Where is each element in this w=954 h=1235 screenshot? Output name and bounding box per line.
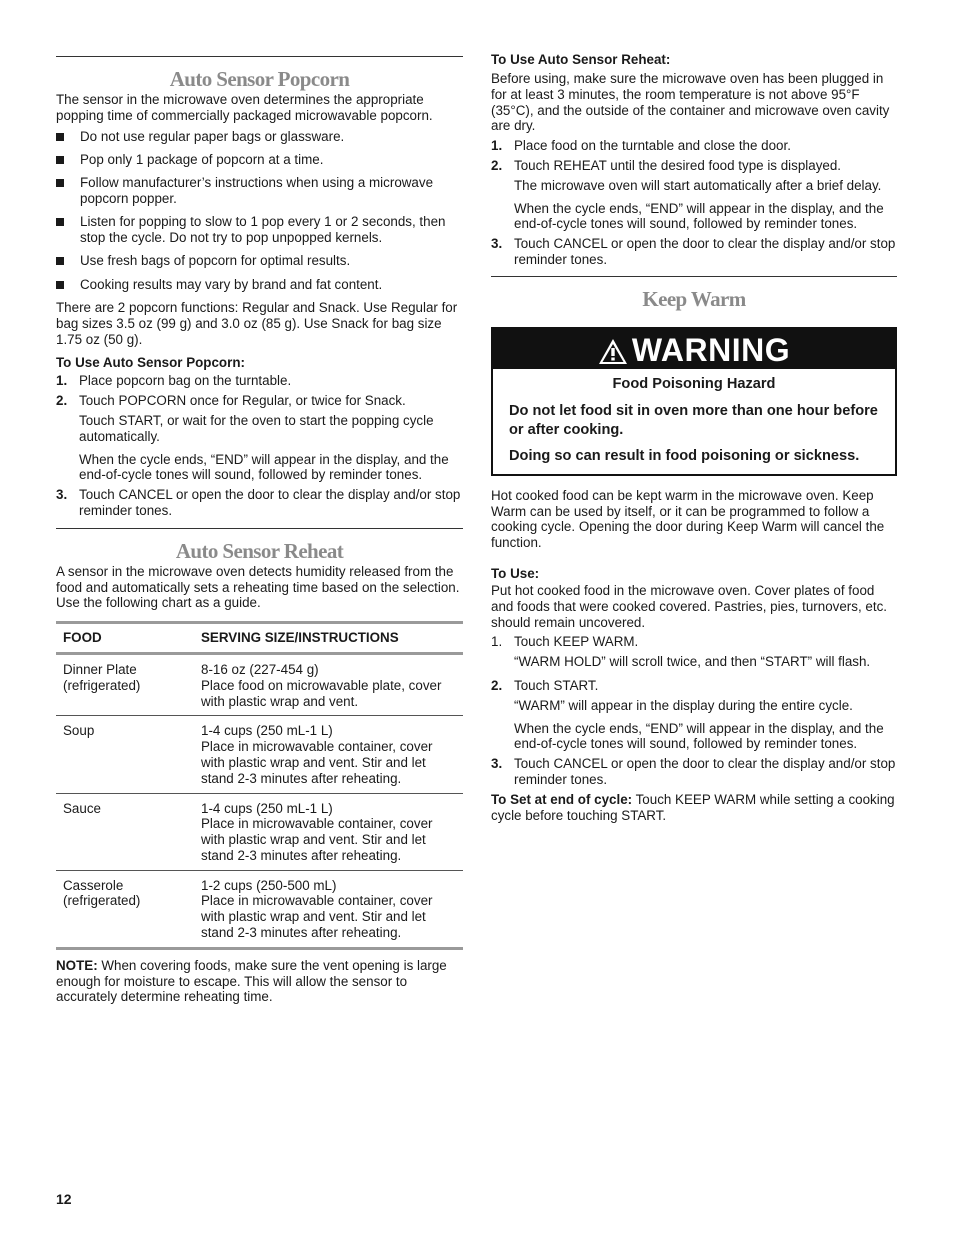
warning-box	[491, 327, 897, 476]
table-row: Casserole (refrigerated) 1-2 cups (250-500 mL) Place in microwavable container, cover with plastic wrap and vent. Stir and let stand 2-3 minutes after reheating.	[56, 870, 463, 948]
page-number: 12	[56, 1191, 72, 1207]
reheat-howto-intro: Before using, make sure the microwave oven has been plugged in for at least 3 minutes, the room temperature is not above 95°F (35°C), and the outside of the container and microwave oven cavity are dry.	[491, 71, 890, 134]
section-divider	[491, 276, 897, 277]
step-detail: When the cycle ends, “END” will appear in the display, and the end-of-cycle tones will sound, followed by reminder tones.	[79, 451, 449, 483]
step-detail: When the cycle ends, “END” will appear in the display, and the end-of-cycle tones will sound, followed by reminder tones.	[514, 200, 884, 232]
left-column	[56, 52, 463, 1005]
bullet-square-icon	[56, 156, 64, 164]
column-header-food: FOOD	[56, 623, 194, 654]
bullet-square-icon	[56, 281, 64, 289]
keepwarm-steps	[491, 634, 897, 787]
bullet-square-icon	[56, 218, 64, 226]
step-item: 2. Touch START. “WARM” will appear in the display during the entire cycle. When the cycle ends, “END” will appear in the display, and the end-of-cycle tones will sound, followed by reminder tones.	[491, 678, 897, 752]
step-item: 3. Touch CANCEL or open the door to clear the display and/or stop reminder tones.	[491, 756, 896, 787]
list-item: Cooking results may vary by brand and fat content.	[56, 277, 463, 293]
reheat-intro: A sensor in the microwave oven detects humidity released from the food and automatically sets a reheating time based on the selection. Use the following chart as a guide.	[56, 563, 460, 611]
warning-triangle-icon	[598, 338, 628, 365]
step-item: 2. Touch POPCORN once for Regular, or twice for Snack. Touch START, or wait for the oven to start the popping cycle automatically. When the cycle ends, “END” will appear in the display, and the end-of-cycle tones will sound, followed by reminder tones.	[56, 393, 463, 483]
popcorn-section-title: Auto Sensor Popcorn	[169, 67, 350, 91]
step-detail: The microwave oven will start automatically after a brief delay.	[514, 177, 882, 193]
right-column	[491, 52, 897, 823]
keepwarm-section-title: Keep Warm	[642, 286, 746, 311]
table-row: Sauce 1-4 cups (250 mL-1 L) Place in microwavable container, cover with plastic wrap and vent. Stir and let stand 2-3 minutes after reheating.	[56, 793, 463, 870]
table-header-row	[56, 623, 463, 654]
bullet-square-icon	[56, 133, 64, 141]
step-item: 1. Place food on the turntable and close the door.	[491, 138, 791, 154]
section-divider	[56, 528, 463, 529]
popcorn-intro: The sensor in the microwave oven determines the appropriate popping time of commercially packaged microwavable popcorn.	[56, 92, 433, 123]
step-item: 1. Place popcorn bag on the turntable.	[56, 373, 292, 389]
step-detail: “WARM HOLD” will scroll twice, and then “START” will flash.	[514, 654, 871, 670]
reheat-chart-table	[56, 621, 463, 950]
reheat-section-title: Auto Sensor Reheat	[175, 538, 344, 563]
warning-heading: WARNING	[631, 331, 791, 368]
column-header-serving: SERVING SIZE/INSTRUCTIONS	[194, 623, 463, 654]
step-item: 2. Touch REHEAT until the desired food type is displayed. The microwave oven will start automatically after a brief delay. When the cycle ends, “END” will appear in the display, and the end-of-cycle tones will sound, followed by reminder tones.	[491, 158, 897, 232]
bullet-square-icon	[56, 257, 64, 265]
warning-line: Do not let food sit in oven more than one hour before or after cooking.	[509, 402, 878, 438]
keepwarm-intro: Hot cooked food can be kept warm in the microwave oven. Keep Warm can be used by itself, or it can be programmed to follow a cooking cycle. Opening the door during Keep Warm will cancel the function.	[491, 487, 885, 551]
list-item: Do not use regular paper bags or glassware.	[56, 129, 463, 145]
warning-hazard-title: Food Poisoning Hazard	[612, 375, 776, 392]
list-item: Follow manufacturer’s instructions when using a microwave popcorn popper.	[56, 175, 463, 207]
reheat-howto-title: To Use Auto Sensor Reheat:	[491, 52, 671, 67]
warning-header	[493, 329, 895, 369]
step-detail: Touch START, or wait for the oven to start the popping cycle automatically.	[79, 412, 434, 444]
popcorn-functions-text: There are 2 popcorn functions: Regular and Snack. Use Regular for bag sizes 3.5 oz (99 g) and 3.0 oz (85 g). Use Snack for bag size 1.75 oz (50 g).	[56, 299, 458, 347]
step-item: 3. Touch CANCEL or open the door to clear the display and/or stop reminder tones.	[491, 236, 896, 267]
popcorn-howto-title: To Use Auto Sensor Popcorn:	[56, 355, 245, 371]
table-row: Soup 1-4 cups (250 mL-1 L) Place in microwavable container, cover with plastic wrap and vent. Stir and let stand 2-3 minutes after reheating.	[56, 716, 463, 793]
step-item: 3. Touch CANCEL or open the door to clear the display and/or stop reminder tones.	[56, 487, 461, 518]
bullet-square-icon	[56, 179, 64, 187]
step-item: 1. Touch KEEP WARM. “WARM HOLD” will scroll twice, and then “START” will flash.	[491, 634, 897, 670]
table-row: Dinner Plate (refrigerated) 8-16 oz (227-454 g) Place food on microwavable plate, cover with plastic wrap and vent.	[56, 653, 463, 715]
keepwarm-touse-title: To Use:	[491, 565, 540, 581]
keepwarm-end-of-cycle: To Set at end of cycle: Touch KEEP WARM while setting a cooking cycle before touching START.	[491, 791, 895, 823]
warning-line: Doing so can result in food poisoning or sickness.	[509, 447, 860, 464]
list-item: Use fresh bags of popcorn for optimal results.	[56, 253, 463, 269]
section-divider	[56, 56, 463, 57]
popcorn-steps	[56, 373, 463, 518]
reheat-steps	[491, 138, 897, 268]
popcorn-tips-list	[56, 129, 463, 293]
warning-body	[493, 369, 895, 474]
reheat-note: NOTE: When covering foods, make sure the vent opening is large enough for moisture to escape. This will allow the sensor to accurately determine reheating time.	[56, 957, 447, 1005]
list-item: Pop only 1 package of popcorn at a time.	[56, 152, 463, 168]
keepwarm-touse-text: Put hot cooked food in the microwave oven. Cover plates of food and foods that were cooked covered. Pastries, pies, turnovers, etc. should remain uncovered.	[491, 582, 887, 630]
step-detail: “WARM” will appear in the display during the entire cycle.	[514, 697, 853, 713]
step-detail: When the cycle ends, “END” will appear in the display, and the end-of-cycle tones will sound, followed by reminder tones.	[514, 720, 884, 752]
list-item: Listen for popping to slow to 1 pop every 1 or 2 seconds, then stop the cycle. Do not try to pop unpopped kernels.	[56, 214, 463, 246]
